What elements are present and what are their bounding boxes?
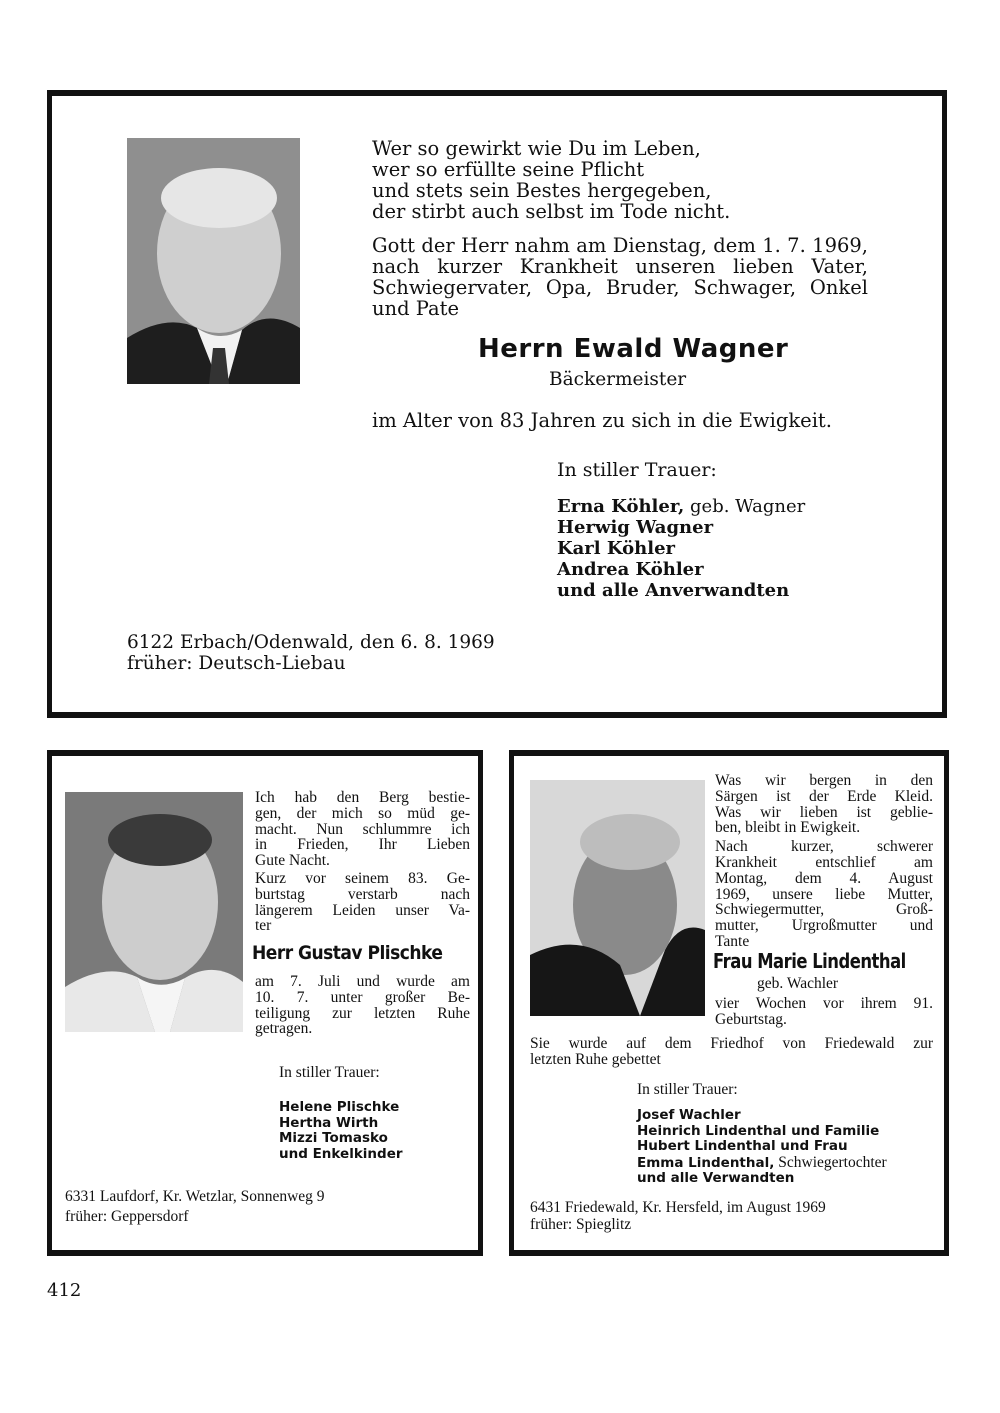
intro-line: Krankheit entschlief am [715,853,933,871]
mourner: Mizzi Tomasko [279,1130,388,1147]
place-line: 6331 Laufdorf, Kr. Wetzlar, Sonnenweg 9 [65,1188,325,1205]
mourner: Emma Lindenthal, Schwiegertochter [637,1153,887,1171]
portrait-photo-marie-lindenthal [530,780,705,1016]
mourner: Erna Köhler, geb. Wagner [557,496,806,517]
intro-line: mutter, Urgroßmutter und [715,917,933,935]
place-line: 6431 Friedewald, Kr. Hersfeld, im August 1969 [530,1199,826,1216]
deceased-name: Frau Marie Lindenthal [713,949,906,973]
intro-line: burtstag verstarb nach [255,885,470,903]
mourner: Josef Wachler [637,1107,741,1123]
birth-name: geb. Wachler [757,975,839,992]
place-date [65,1187,325,1227]
poem-line: in Frieden, Ihr Lieben [255,836,470,854]
mourners-list [557,496,805,601]
after-line: teiligung zur letzten Ruhe [255,1004,470,1022]
after-line: vier Wochen vor ihrem 91. [715,995,933,1012]
left-after [255,974,470,1037]
deceased-name: Herr Gustav Plischke [252,942,443,964]
former-residence: früher: Geppersdorf [65,1208,189,1225]
poem-line: Gute Nacht. [255,852,330,870]
top-poem [372,138,730,222]
page-number: 412 [47,1280,82,1301]
mourner: Helene Plischke [279,1099,400,1115]
after-line: Geburtstag. [715,1010,787,1028]
intro-line: und Pate [372,297,460,320]
intro-line: längerem Leiden unser Va- [255,901,470,919]
portrait-photo-ewald-wagner [127,138,300,384]
intro-line: nach kurzer Krankheit unseren lieben Vater, [372,255,868,278]
right-text [715,773,933,950]
left-text [255,790,470,934]
intro-line: Schwiegervater, Opa, Bruder, Schwager, Onkel [372,276,868,299]
former-residence: früher: Deutsch-Liebau [127,653,346,674]
mourner: Hertha Wirth [279,1114,379,1131]
age-line: im Alter von 83 Jahren zu sich in die Ewigkeit. [372,409,832,432]
intro-line: Nach kurzer, schwerer [715,838,933,856]
mourners-list [279,1100,403,1162]
poem-line: und stets sein Bestes hergegeben, [372,179,712,202]
place-date [127,632,495,674]
poem-line: gen, der mich so müd ge- [255,804,470,822]
after-line: am 7. Juli und wurde am [255,973,470,990]
mourning-title: In stiller Trauer: [279,1064,380,1081]
poem-line: ben, bleibt in Ewigkeit. [715,819,861,837]
burial-text [530,1036,933,1068]
mourner: und Enkelkinder [279,1145,403,1162]
mourner: Herwig Wagner [557,517,714,538]
after-line: 10. 7. unter großer Be- [255,988,470,1006]
poem-line: Wer so gewirkt wie Du im Leben, [372,137,701,160]
portrait-photo-gustav-plischke [65,792,243,1032]
mourner: Andrea Köhler [557,559,704,580]
intro-line: ter [255,917,272,935]
mourner: Hubert Lindenthal und Frau [637,1138,848,1155]
poem-line: macht. Nun schlummre ich [255,820,470,838]
place-line: 6122 Erbach/Odenwald, den 6. 8. 1969 [127,632,495,653]
mourning-title: In stiller Trauer: [557,459,717,481]
mourners-list [637,1108,887,1187]
former-residence: früher: Spieglitz [530,1216,632,1233]
top-intro [372,235,868,319]
right-after [715,996,933,1028]
place-date [530,1199,826,1233]
burial-line: letzten Ruhe gebettet [530,1050,661,1068]
mourner: Heinrich Lindenthal und Familie [637,1122,880,1139]
poem-line: Särgen ist der Erde Kleid. [715,787,933,805]
poem-line: Ich hab den Berg bestie- [255,789,470,806]
deceased-profession: Bäckermeister [549,369,687,390]
intro-line: 1969, unsere liebe Mutter, [715,885,933,903]
mourner: und alle Verwandten [637,1170,795,1187]
poem-line: der stirbt auch selbst im Tode nicht. [372,200,731,223]
poem-line: Was wir bergen in den [715,772,933,789]
poem-line: Was wir lieben ist geblie- [715,803,933,821]
deceased-name: Herrn Ewald Wagner [478,334,789,364]
intro-line: Gott der Herr nahm am Dienstag, dem 1. 7. 1969, [372,234,868,257]
mourning-title: In stiller Trauer: [637,1081,738,1098]
mourner: und alle Anverwandten [557,580,790,601]
intro-line: Schwiegermutter, Groß- [715,901,933,919]
intro-line: Montag, dem 4. August [715,869,933,887]
intro-line: Tante [715,932,750,950]
poem-line: wer so erfüllte seine Pflicht [372,158,645,181]
after-line: getragen. [255,1020,313,1038]
burial-line: Sie wurde auf dem Friedhof von Friedewald zur [530,1035,933,1052]
mourner: Karl Köhler [557,538,676,559]
intro-line: Kurz vor seinem 83. Ge- [255,869,470,887]
